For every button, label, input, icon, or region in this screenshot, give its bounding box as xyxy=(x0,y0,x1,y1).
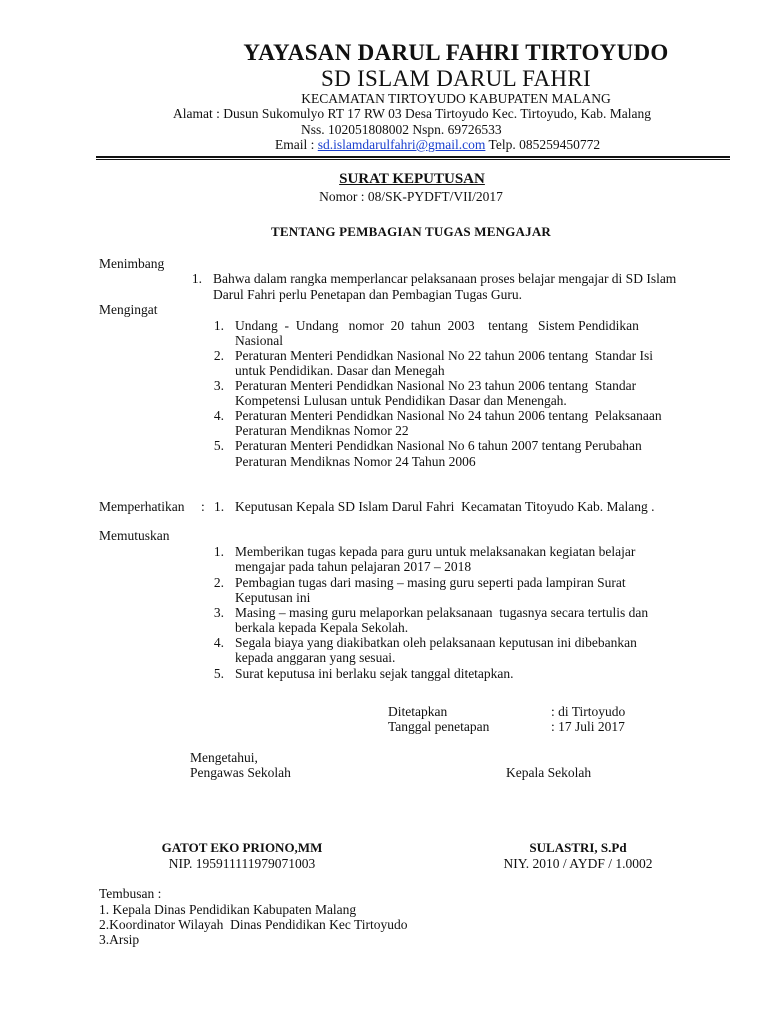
memutuskan-item-line2: berkala kepada Kepala Sekolah. xyxy=(235,620,409,635)
mengingat-item-number: 4. xyxy=(213,408,224,423)
phone-text: Telp. 085259450772 xyxy=(485,137,601,152)
memutuskan-item-number: 5. xyxy=(213,666,224,681)
acknowledge-text: Mengetahui, xyxy=(190,750,258,765)
decree-subject: TENTANG PEMBAGIAN TUGAS MENGAJAR xyxy=(270,224,552,239)
principal-role: Kepala Sekolah xyxy=(506,765,592,780)
memutuskan-item-line2: Keputusan ini xyxy=(235,590,311,605)
address-line: Alamat : Dusun Sukomulyo RT 17 RW 03 Desa Tirtoyudo Kec. Tirtoyudo, Kab. Malang xyxy=(173,106,651,121)
enactment-date-label: Tanggal penetapan xyxy=(388,719,490,734)
memutuskan-item-number: 3. xyxy=(213,605,224,620)
menimbang-item-text: Bahwa dalam rangka memperlancar pelaksanaan proses belajar mengajar di SD Islam Darul Fahri perlu Penetapan dan Pembagian Tugas Guru. xyxy=(213,271,677,302)
memutuskan-item-line1: Memberikan tugas kepada para guru untuk melaksanakan kegiatan belajar xyxy=(235,544,636,559)
supervisor-name: GATOT EKO PRIONO,MM xyxy=(161,840,323,855)
contact-line xyxy=(275,137,600,153)
mengingat-item-line2: Peraturan Mendiknas Nomor 22 xyxy=(235,423,409,438)
letterhead-rule-thick xyxy=(96,156,730,158)
email-link[interactable]: sd.islamdarulfahri@gmail.com xyxy=(317,137,486,152)
principal-name: SULASTRI, S.Pd xyxy=(529,840,627,855)
decree-title: SURAT KEPUTUSAN xyxy=(339,171,485,187)
mengingat-label: Mengingat xyxy=(99,302,158,317)
nss-line: Nss. 102051808002 Nspn. 69726533 xyxy=(301,122,502,137)
mengingat-item-line1: Peraturan Menteri Pendidkan Nasional No 6 tahun 2007 tentang Perubahan xyxy=(235,438,642,453)
mengingat-item-line1: Undang - Undang nomor 20 tahun 2003 tentang Sistem Pendidikan xyxy=(235,318,639,333)
memutuskan-item-number: 1. xyxy=(213,544,224,559)
memperhatikan-item-text: Keputusan Kepala SD Islam Darul Fahri Kecamatan Titoyudo Kab. Malang . xyxy=(235,499,655,514)
mengingat-item-line2: Nasional xyxy=(235,333,283,348)
memutuskan-item-line1: Masing – masing guru melaporkan pelaksanaan tugasnya secara tertulis dan xyxy=(235,605,649,620)
mengingat-item-number: 3. xyxy=(213,378,224,393)
mengingat-item-line2: Peraturan Mendiknas Nomor 24 Tahun 2006 xyxy=(235,454,476,469)
memutuskan-item-line2: kepada anggaran yang sesuai. xyxy=(235,650,396,665)
memutuskan-item-number: 2. xyxy=(213,575,224,590)
memutuskan-item-line1: Pembagian tugas dari masing – masing guru seperti pada lampiran Surat xyxy=(235,575,626,590)
memutuskan-item-line2: mengajar pada tahun pelajaran 2017 – 2018 xyxy=(235,559,472,574)
enactment-place-value: : di Tirtoyudo xyxy=(551,704,626,719)
copies-item: 3.Arsip xyxy=(99,932,140,947)
mengingat-item-line1: Peraturan Menteri Pendidkan Nasional No 22 tahun 2006 tentang Standar Isi xyxy=(235,348,654,363)
enactment-date-value: : 17 Juli 2017 xyxy=(551,719,625,734)
memutuskan-item-line1: Segala biaya yang diakibatkan oleh pelaksanaan keputusan ini dibebankan xyxy=(235,635,637,650)
menimbang-item-number: 1. xyxy=(191,271,202,286)
foundation-name: YAYASAN DARUL FAHRI TIRTOYUDO xyxy=(243,40,669,65)
memperhatikan-item-number: 1. xyxy=(214,499,225,514)
menimbang-label: Menimbang xyxy=(99,256,165,271)
memutuskan-item-line1: Surat keputusa ini berlaku sejak tanggal ditetapkan. xyxy=(235,666,514,681)
mengingat-item-number: 5. xyxy=(213,438,224,453)
mengingat-item-number: 2. xyxy=(213,348,224,363)
copies-label: Tembusan : xyxy=(99,886,162,901)
mengingat-item-line2: untuk Pendidikan. Dasar dan Menegah xyxy=(235,363,445,378)
school-name: SD ISLAM DARUL FAHRI xyxy=(321,66,591,91)
supervisor-role: Pengawas Sekolah xyxy=(190,765,291,780)
district-line: KECAMATAN TIRTOYUDO KABUPATEN MALANG xyxy=(301,91,611,106)
decree-number: Nomor : 08/SK-PYDFT/VII/2017 xyxy=(319,189,503,204)
memperhatikan-separator: : xyxy=(201,499,205,514)
enactment-place-label: Ditetapkan xyxy=(388,704,448,719)
copies-item: 2.Koordinator Wilayah Dinas Pendidikan Kec Tirtoyudo xyxy=(99,917,408,932)
mengingat-item-line2: Kompetensi Lulusan untuk Pendidikan Dasar dan Menengah. xyxy=(235,393,567,408)
supervisor-id: NIP. 195911111979071003 xyxy=(168,856,316,871)
memutuskan-label: Memutuskan xyxy=(99,528,170,543)
email-label: Email : xyxy=(275,137,318,152)
memutuskan-item-number: 4. xyxy=(213,635,224,650)
letterhead-rule-thin xyxy=(96,159,730,160)
mengingat-item-number: 1. xyxy=(213,318,224,333)
copies-item: 1. Kepala Dinas Pendidikan Kabupaten Malang xyxy=(99,902,357,917)
memperhatikan-label: Memperhatikan xyxy=(99,499,185,514)
mengingat-item-line1: Peraturan Menteri Pendidkan Nasional No 24 tahun 2006 tentang Pelaksanaan xyxy=(235,408,662,423)
mengingat-item-line1: Peraturan Menteri Pendidkan Nasional No 23 tahun 2006 tentang Standar xyxy=(235,378,637,393)
principal-id: NIY. 2010 / AYDF / 1.0002 xyxy=(503,856,653,871)
